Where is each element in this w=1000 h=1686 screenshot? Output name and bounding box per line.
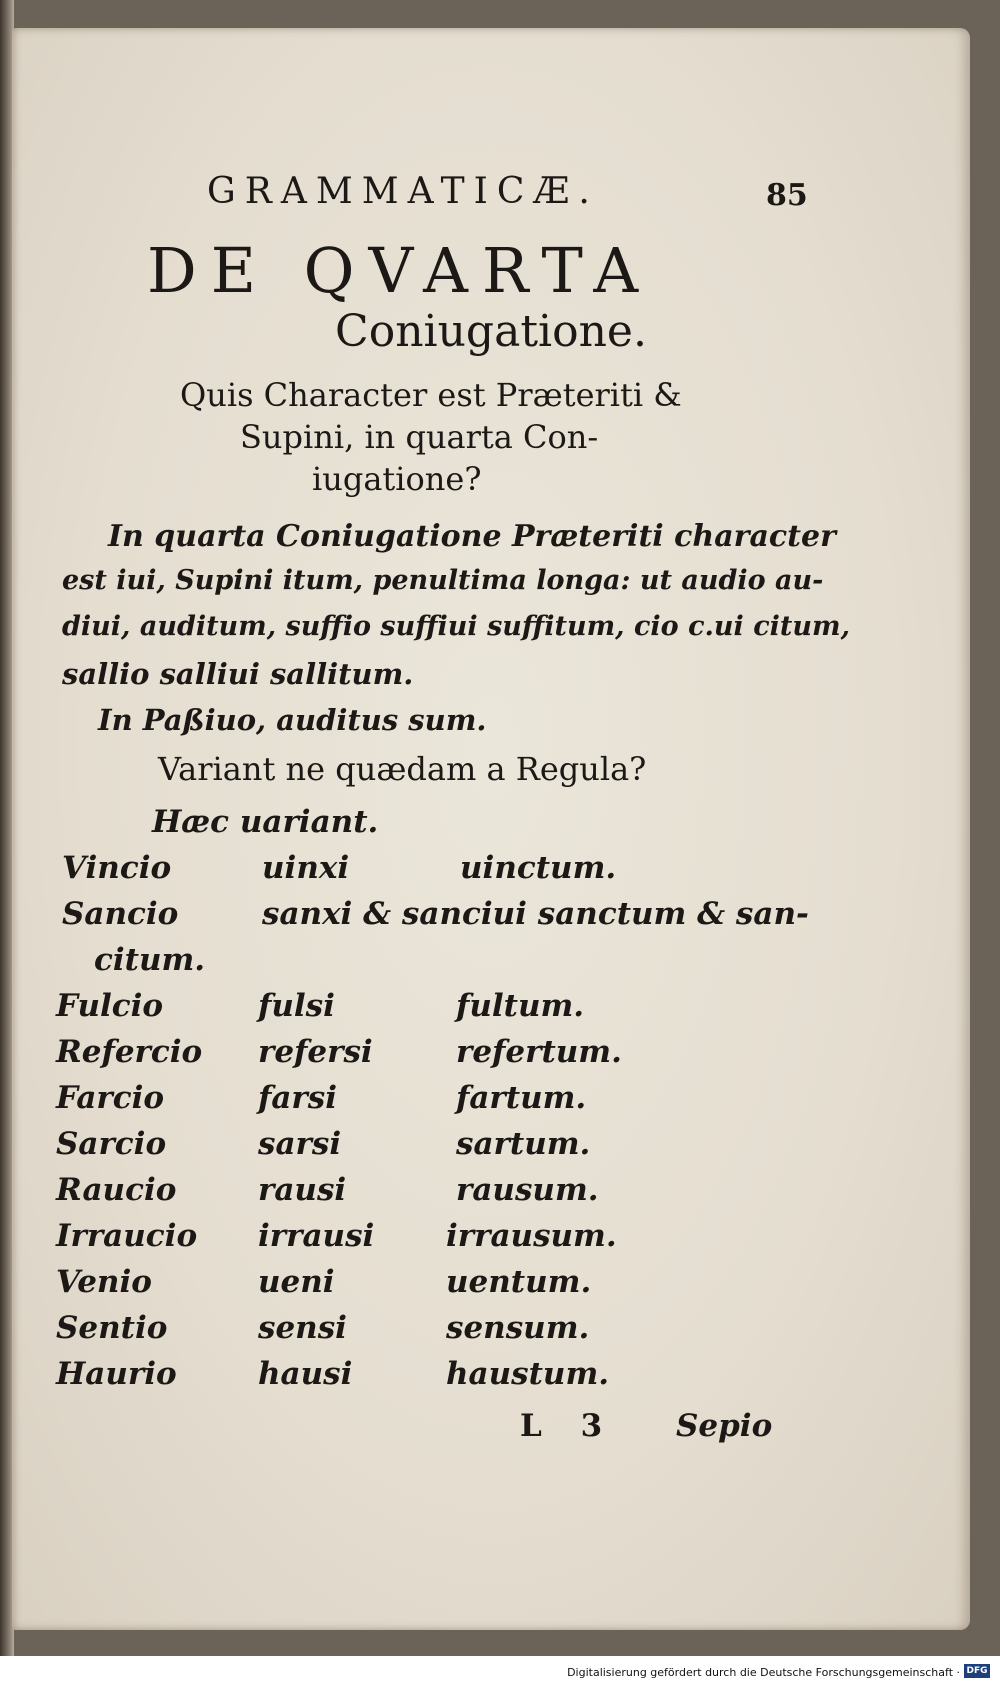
- table-row-present: Sentio: [56, 1310, 168, 1346]
- dfg-logo: DFG: [964, 1664, 990, 1678]
- table-row-supine: refertum.: [456, 1034, 622, 1070]
- table-row-vincio-supine: uinctum.: [460, 850, 617, 886]
- table-row-perfect: sarsi: [258, 1126, 342, 1162]
- book-page: [12, 28, 970, 1630]
- table-row-perfect: rausi: [258, 1172, 347, 1208]
- table-row-perfect: refersi: [258, 1034, 373, 1070]
- table-row-perfect: ueni: [258, 1264, 335, 1300]
- table-row-sancio-continuation: citum.: [94, 942, 206, 978]
- table-row-present: Venio: [56, 1264, 152, 1300]
- table-row-vincio-present: Vincio: [62, 850, 172, 886]
- question1-line2: Supini, in quarta Con-: [240, 418, 599, 456]
- answer1-line1: In quarta Coniugatione Præteriti character: [108, 519, 836, 554]
- table-row-supine: sensum.: [446, 1310, 590, 1346]
- signature-mark: L 3: [520, 1408, 617, 1444]
- question2: Variant ne quædam a Regula?: [158, 750, 647, 788]
- table-row-present: Refercio: [56, 1034, 203, 1070]
- catchword: Sepio: [676, 1408, 773, 1444]
- table-row-vincio-perfect: uinxi: [262, 850, 350, 886]
- table-row-present: Fulcio: [56, 988, 164, 1024]
- question1-line1: Quis Character est Præteriti &: [180, 376, 682, 414]
- table-row-perfect: irrausi: [258, 1218, 375, 1254]
- table-row-supine: fultum.: [456, 988, 585, 1024]
- page-number: 85: [766, 178, 808, 213]
- footer-credit: Digitalisierung gefördert durch die Deutsche Forschungsgemeinschaft ·: [567, 1666, 960, 1679]
- table-row-present: Irraucio: [56, 1218, 198, 1254]
- answer1-line4: sallio salliui sallitum.: [62, 657, 414, 691]
- answer1-line3: diui, auditum, suffio suffiui suffitum, cio c.ui citum,: [62, 611, 850, 642]
- table-row-perfect: fulsi: [258, 988, 335, 1024]
- table-row-perfect: sensi: [258, 1310, 347, 1346]
- question1-line3: iugatione?: [312, 460, 482, 498]
- running-head: GRAMMATICÆ.: [207, 171, 599, 212]
- answer1-line2: est iui, Supini itum, penultima longa: ut audio au-: [62, 565, 824, 596]
- table-row-sancio-present: Sancio: [62, 896, 179, 932]
- table-row-supine: rausum.: [456, 1172, 599, 1208]
- table-row-present: Haurio: [56, 1356, 177, 1392]
- table-row-present: Farcio: [56, 1080, 165, 1116]
- table-row-perfect: hausi: [258, 1356, 353, 1392]
- answer1-line5: In Paßiuo, auditus sum.: [98, 703, 487, 737]
- table-row-supine: uentum.: [446, 1264, 592, 1300]
- chapter-title-line2: Coniugatione.: [335, 306, 647, 357]
- table-row-supine: irrausum.: [446, 1218, 617, 1254]
- table-row-sancio-forms: sanxi & sanciui sanctum & san-: [262, 896, 809, 932]
- table-row-supine: haustum.: [446, 1356, 610, 1392]
- table-row-present: Sarcio: [56, 1126, 167, 1162]
- chapter-title-line1: DE QVARTA: [147, 234, 653, 307]
- table-row-supine: sartum.: [456, 1126, 591, 1162]
- table-row-present: Raucio: [56, 1172, 177, 1208]
- answer2: Hæc uariant.: [152, 804, 379, 840]
- table-row-supine: fartum.: [456, 1080, 587, 1116]
- table-row-perfect: farsi: [258, 1080, 337, 1116]
